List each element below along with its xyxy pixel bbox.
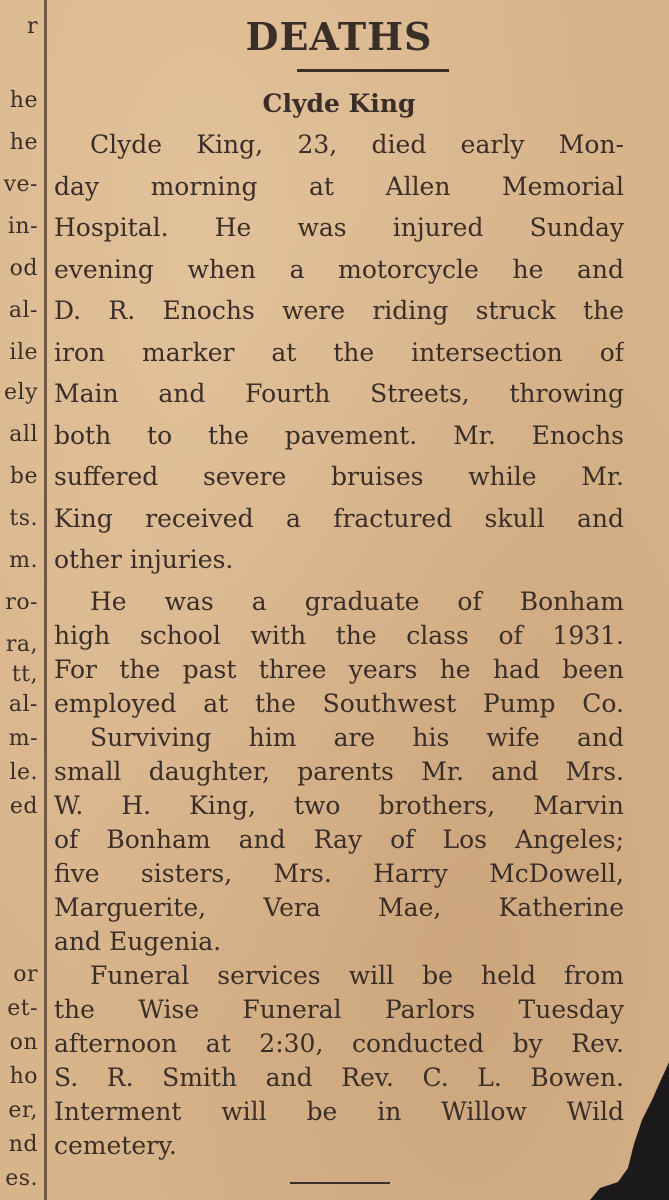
section-heading: DEATHS — [245, 14, 433, 59]
left-fragment: ve- — [3, 172, 38, 197]
text-line: high school with the class of 1931. — [54, 621, 624, 650]
text-line: Main and Fourth Streets, throwing — [54, 379, 624, 408]
text-line: Hospital. He was injured Sunday — [54, 213, 624, 242]
left-fragment: he — [9, 130, 38, 155]
left-fragment: m- — [8, 726, 38, 751]
left-fragment: be — [9, 464, 38, 489]
text-line: He was a graduate of Bonham — [90, 587, 624, 616]
left-fragment: le. — [9, 760, 38, 785]
text-line: afternoon at 2:30, conducted by Rev. — [54, 1029, 624, 1058]
text-line: suffered severe bruises while Mr. — [54, 462, 624, 491]
left-fragment: ra, — [5, 632, 38, 657]
adjacent-column-fragments — [0, 0, 42, 1200]
left-fragment: ho — [9, 1064, 38, 1089]
text-line: cemetery. — [54, 1131, 177, 1160]
text-line: small daughter, parents Mr. and Mrs. — [54, 757, 624, 786]
left-fragment: es. — [5, 1166, 38, 1191]
text-line: evening when a motorcycle he and — [54, 255, 624, 284]
text-line: employed at the Southwest Pump Co. — [54, 689, 624, 718]
left-fragment: ed — [9, 794, 38, 819]
text-line: D. R. Enochs were riding struck the — [54, 296, 624, 325]
left-fragment: ile — [9, 340, 38, 365]
torn-paper-edge — [590, 1060, 669, 1200]
left-fragment: he — [9, 88, 38, 113]
text-line: other injuries. — [54, 545, 234, 574]
text-line: W. H. King, two brothers, Marvin — [54, 791, 624, 820]
text-line: day morning at Allen Memorial — [54, 172, 624, 201]
text-line: For the past three years he had been — [54, 655, 624, 684]
text-line: Clyde King, 23, died early Mon- — [90, 130, 624, 159]
left-fragment: m. — [9, 548, 38, 573]
left-fragment: al- — [8, 692, 38, 717]
text-line: King received a fractured skull and — [54, 504, 624, 533]
deaths-column — [54, 0, 624, 1200]
left-fragment: ely — [4, 380, 38, 405]
left-fragment: er, — [8, 1098, 38, 1123]
left-fragment: tt, — [11, 662, 38, 687]
text-line: iron marker at the intersection of — [54, 338, 624, 367]
text-line: Interment will be in Willow Wild — [54, 1097, 624, 1126]
left-fragment: or — [13, 962, 38, 987]
text-line: of Bonham and Ray of Los Angeles; — [54, 825, 624, 854]
text-line: and Eugenia. — [54, 927, 222, 956]
text-line: Surviving him are his wife and — [90, 723, 624, 752]
text-line: both to the pavement. Mr. Enochs — [54, 421, 624, 450]
text-line: S. R. Smith and Rev. C. L. Bowen. — [54, 1063, 624, 1092]
left-fragment: ts. — [9, 506, 38, 531]
left-fragment: et- — [7, 996, 38, 1021]
left-fragment: nd — [8, 1132, 38, 1157]
left-fragment: r — [26, 14, 38, 39]
left-fragment: od — [9, 256, 38, 281]
heading-rule — [297, 69, 449, 72]
text-line: Marguerite, Vera Mae, Katherine — [54, 893, 624, 922]
article-end-rule — [290, 1182, 390, 1184]
left-fragment: al- — [8, 298, 38, 323]
left-fragment: in- — [7, 214, 38, 239]
left-fragment: on — [9, 1030, 38, 1055]
left-fragment: all — [9, 422, 38, 447]
column-rule — [44, 0, 47, 1200]
text-line: Funeral services will be held from — [90, 961, 624, 990]
text-line: the Wise Funeral Parlors Tuesday — [54, 995, 624, 1024]
left-fragment: ro- — [5, 590, 38, 615]
obituary-name-heading: Clyde King — [262, 89, 416, 118]
text-line: five sisters, Mrs. Harry McDowell, — [54, 859, 624, 888]
